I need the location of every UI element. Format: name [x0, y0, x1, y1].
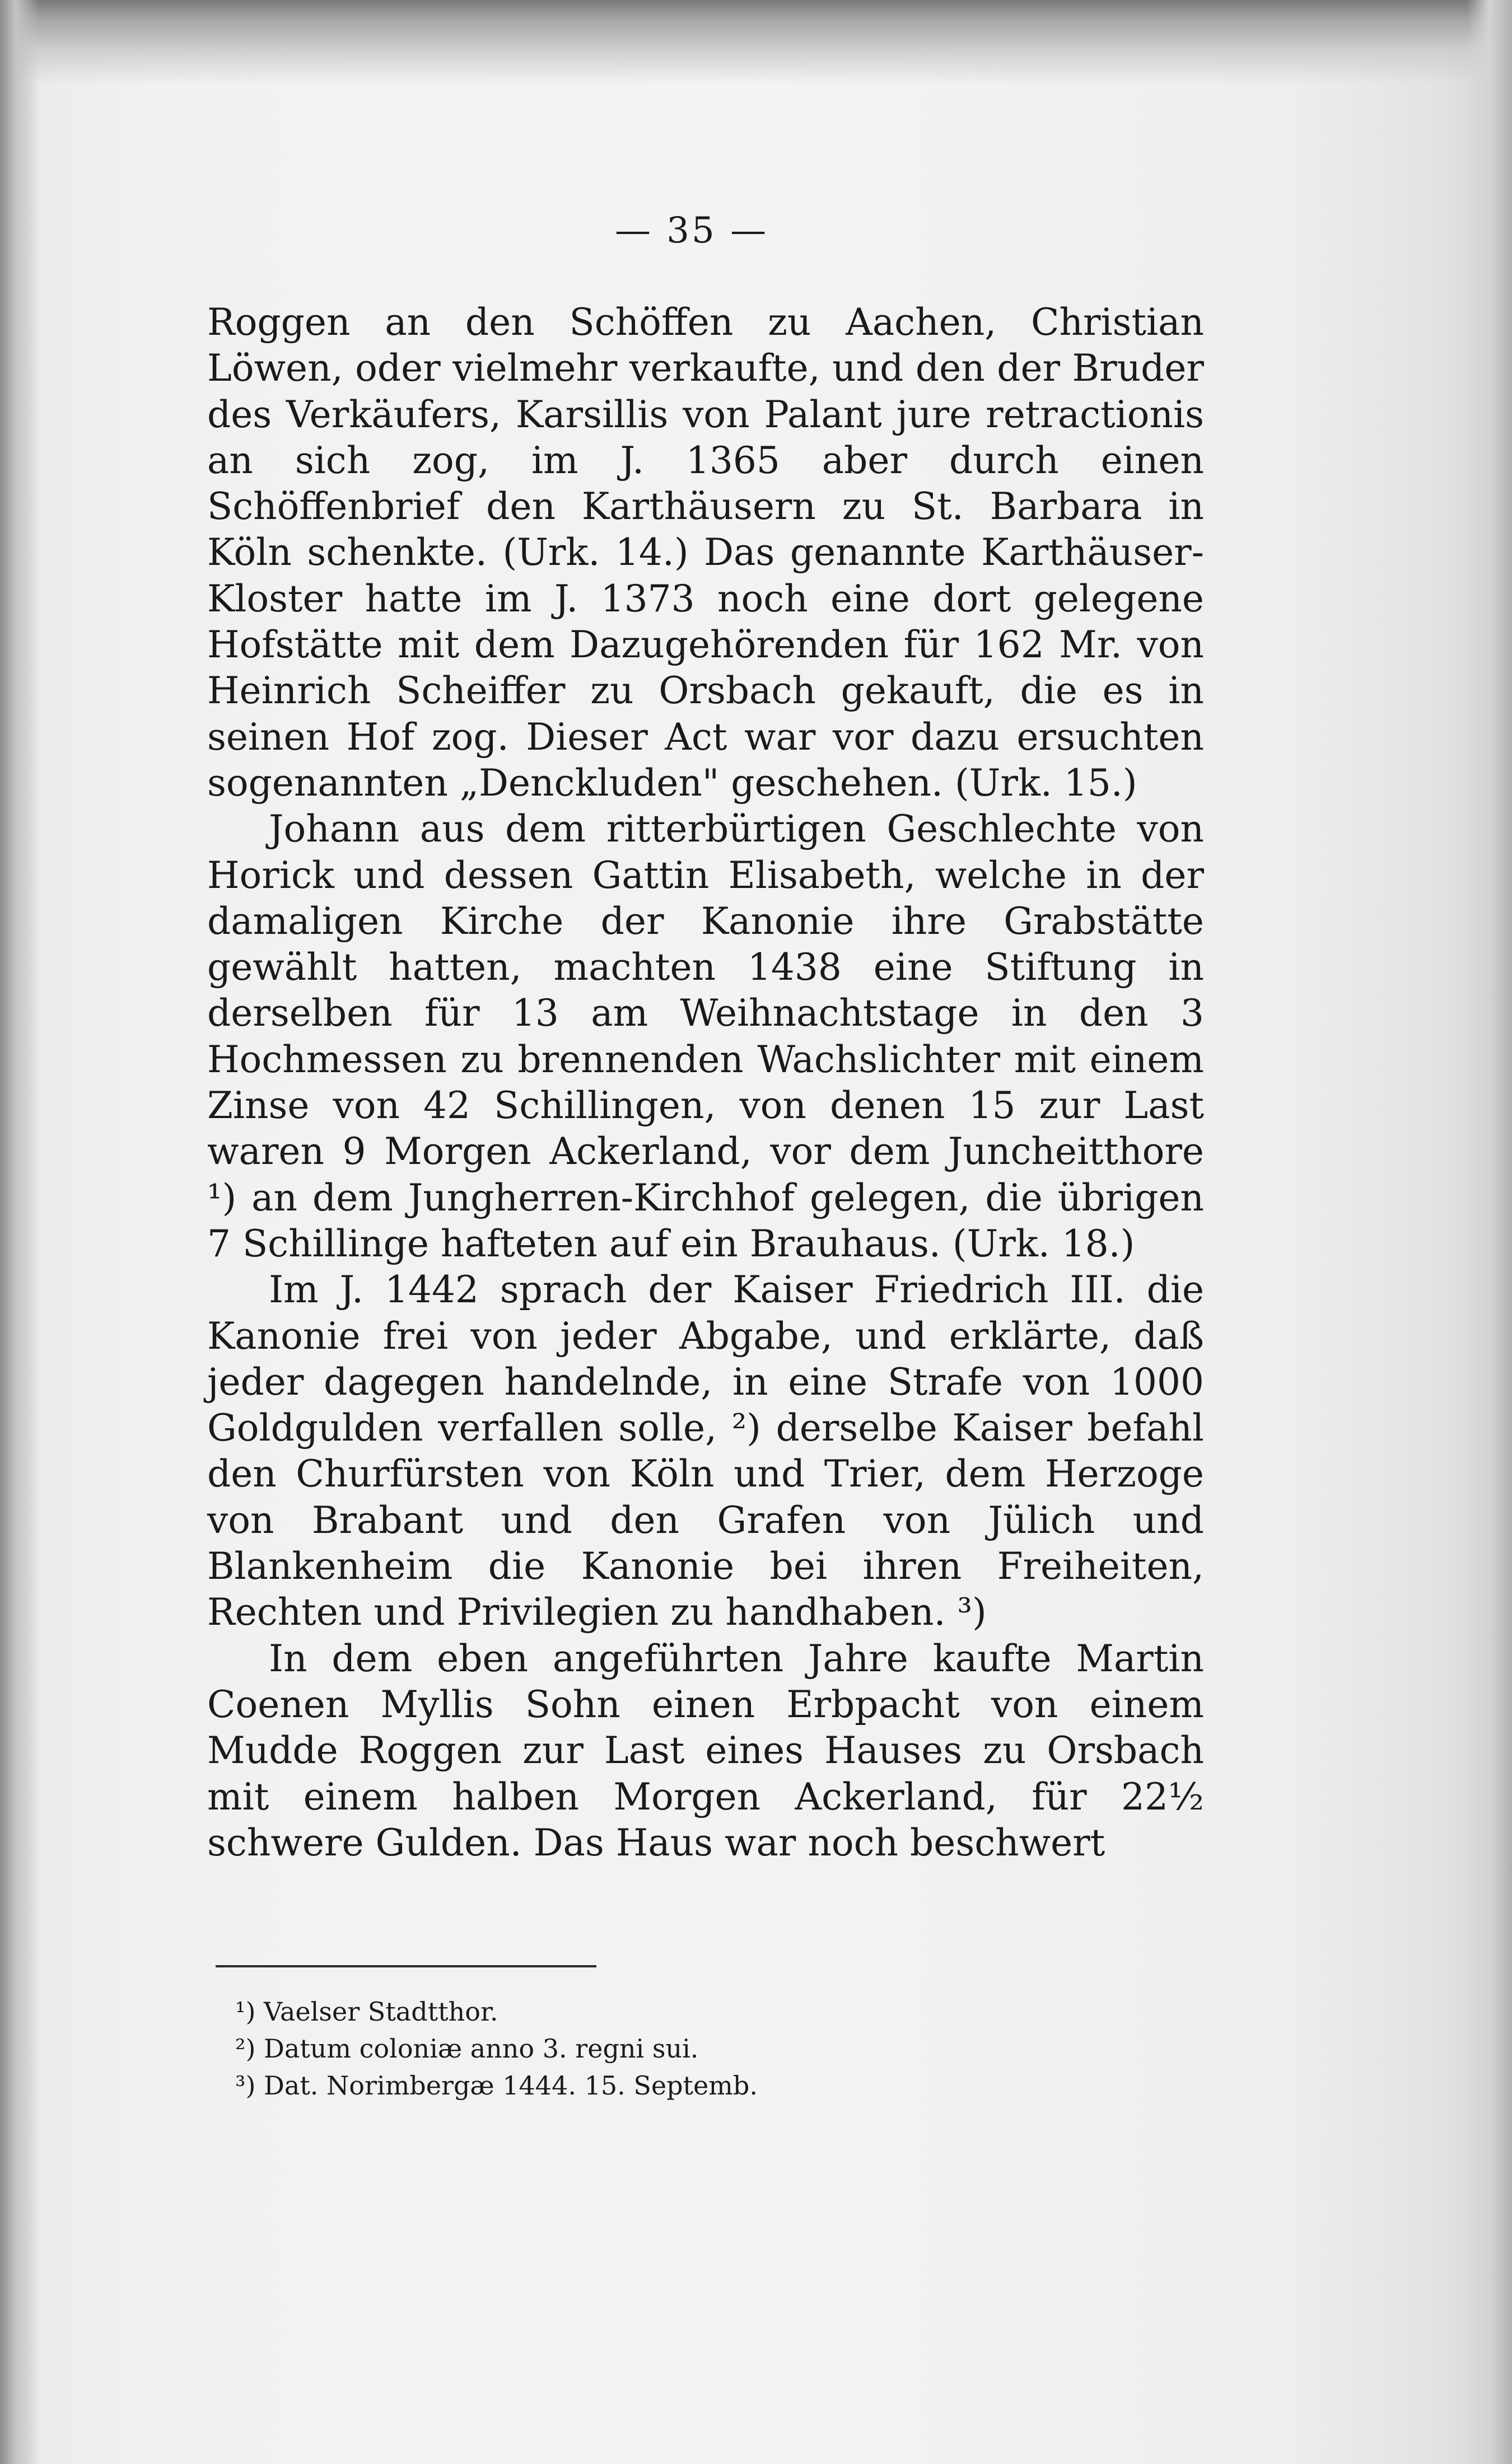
footnote-separator — [216, 1965, 596, 1967]
paragraph-emperor-friedrich: Im J. 1442 sprach der Kaiser Friedrich III. die Kanonie frei von jeder Abgabe, und erklärte, daß jeder dagegen handelnde, in eine Strafe von 1000 Goldgulden verfallen solle, ²) derselbe Kaiser befahl den Churfürsten von Köln und Trier, dem Herzoge von Brabant und den Grafen von Jülich und Blankenheim die Kanonie bei ihren Freiheiten, Rechten und Privilegien zu handhaben. ³) — [207, 1268, 1204, 1634]
paragraph-coenen-purchase: In dem eben angeführten Jahre kaufte Martin Coenen Myllis Sohn einen Erbpacht von einem Mudde Roggen zur Last eines Hauses zu Orsbach mit einem halben Morgen Ackerland, für 22½ schwere Gulden. Das Haus war noch beschwert — [207, 1637, 1204, 1864]
footnote-2: ²) Datum coloniæ anno 3. regni sui. — [235, 2033, 699, 2064]
body-text — [207, 300, 1204, 1866]
page-number: — 35 — — [614, 210, 769, 251]
paragraph-horick-foundation: Johann aus dem ritterbürtigen Geschlechte von Horick und dessen Gattin Elisabeth, welche in der damaligen Kirche der Kanonie ihre Grabstätte gewählt hatten, machten 1438 eine Stiftung in derselben für 13 am Weihnachtstage in den 3 Hochmessen zu brennenden Wachslichter mit einem Zinse von 42 Schillingen, von denen 15 zur Last waren 9 Morgen Ackerland, vor dem Juncheitthore ¹) an dem Jungherren-Kirchhof gelegen, die übrigen 7 Schillinge hafteten auf ein Brauhaus. (Urk. 18.) — [207, 807, 1204, 1265]
footnotes — [235, 1993, 1075, 2104]
paragraph-continuation: Roggen an den Schöffen zu Aachen, Christian Löwen, oder vielmehr verkaufte, und den der Bruder des Verkäufers, Karsillis von Palant jure retractionis an sich zog, im J. 1365 aber durch einen Schöffenbrief den Karthäusern zu St. Barbara in Köln schenkte. (Urk. 14.) Das genannte Karthäuser-Kloster hatte im J. 1373 noch eine dort gelegene Hofstätte mit dem Dazugehörenden für 162 Mr. von Heinrich Scheiffer zu Orsbach gekauft, die es in seinen Hof zog. Dieser Act war vor dazu ersuchten sogenannten „Denckluden" geschehen. (Urk. 15.) — [207, 301, 1204, 805]
footnote-3: ³) Dat. Norimbergæ 1444. 15. Septemb. — [235, 2070, 758, 2101]
scan-left-shadow — [0, 0, 39, 2464]
footnote-1: ¹) Vaelser Stadtthor. — [235, 1997, 498, 2027]
scan-right-shadow — [1467, 0, 1512, 2464]
scan-top-shadow — [0, 0, 1512, 84]
